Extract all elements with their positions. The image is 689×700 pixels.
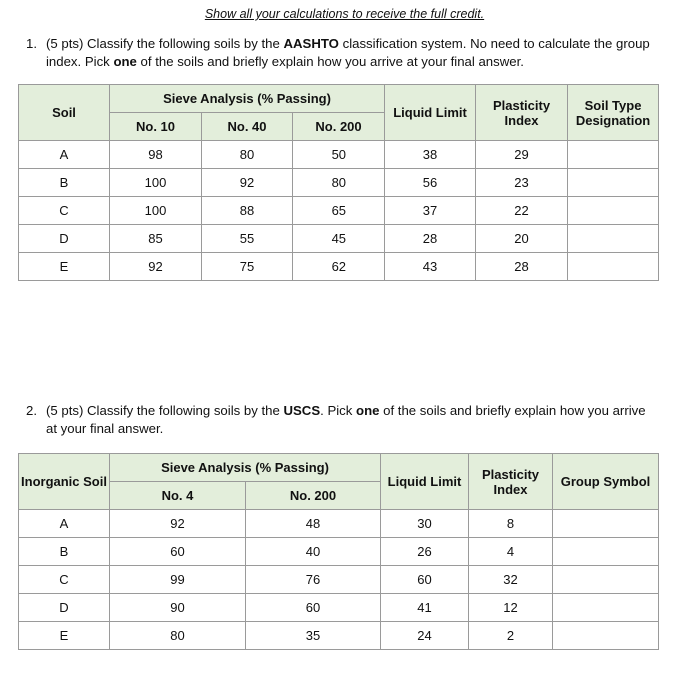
- header-no4: No. 4: [110, 482, 246, 510]
- cell-no40: 75: [202, 253, 293, 281]
- cell-no200: 35: [246, 622, 381, 650]
- header-inorganic-soil: Inorganic Soil: [19, 454, 110, 510]
- table-row: [19, 622, 659, 650]
- cell-liquid-limit: 38: [385, 141, 476, 169]
- header-plasticity-index: Plasticity Index: [469, 454, 553, 510]
- q2-text-bold: one: [356, 403, 380, 418]
- cell-no10: 92: [110, 253, 202, 281]
- cell-no10: 100: [110, 169, 202, 197]
- cell-soil: B: [19, 538, 110, 566]
- cell-plasticity-index: 32: [469, 566, 553, 594]
- table-row: [19, 566, 659, 594]
- cell-soil-type[interactable]: [568, 169, 659, 197]
- cell-plasticity-index: 8: [469, 510, 553, 538]
- table-row: [19, 253, 659, 281]
- q1-text-part: (5 pts) Classify the following soils by the: [46, 36, 284, 51]
- cell-soil: C: [19, 197, 110, 225]
- cell-no200: 50: [293, 141, 385, 169]
- cell-no200: 45: [293, 225, 385, 253]
- table-row: [19, 197, 659, 225]
- table-row: [19, 594, 659, 622]
- cell-soil: E: [19, 622, 110, 650]
- question-1: [26, 35, 656, 71]
- cell-no4: 60: [110, 538, 246, 566]
- cell-soil-type[interactable]: [568, 225, 659, 253]
- header-sieve-analysis: Sieve Analysis (% Passing): [110, 85, 385, 113]
- cell-soil-type[interactable]: [568, 141, 659, 169]
- header-no10: No. 10: [110, 113, 202, 141]
- cell-soil: B: [19, 169, 110, 197]
- header-group-symbol: Group Symbol: [553, 454, 659, 510]
- cell-plasticity-index: 20: [476, 225, 568, 253]
- cell-soil: A: [19, 141, 110, 169]
- question-1-number: 1.: [26, 36, 37, 51]
- cell-no200: 76: [246, 566, 381, 594]
- cell-group-symbol[interactable]: [553, 594, 659, 622]
- cell-soil: D: [19, 225, 110, 253]
- header-no200: No. 200: [293, 113, 385, 141]
- header-liquid-limit: Liquid Limit: [385, 85, 476, 141]
- cell-plasticity-index: 29: [476, 141, 568, 169]
- cell-soil: E: [19, 253, 110, 281]
- table-row: [19, 141, 659, 169]
- q1-text-part: of the soils and briefly explain how you arrive at your final answer.: [136, 54, 524, 69]
- cell-plasticity-index: 12: [469, 594, 553, 622]
- table-row: [19, 169, 659, 197]
- cell-group-symbol[interactable]: [553, 566, 659, 594]
- cell-no200: 48: [246, 510, 381, 538]
- table-row: [19, 510, 659, 538]
- q1-text-bold: one: [113, 54, 137, 69]
- cell-liquid-limit: 30: [381, 510, 469, 538]
- cell-plasticity-index: 23: [476, 169, 568, 197]
- cell-no10: 100: [110, 197, 202, 225]
- question-1-text: [46, 35, 656, 71]
- cell-no4: 99: [110, 566, 246, 594]
- question-2: [26, 402, 656, 438]
- table-row: [19, 538, 659, 566]
- cell-no200: 65: [293, 197, 385, 225]
- q2-text-part: . Pick: [320, 403, 357, 418]
- cell-liquid-limit: 24: [381, 622, 469, 650]
- cell-no4: 90: [110, 594, 246, 622]
- q1-text-bold: AASHTO: [283, 36, 339, 51]
- cell-no40: 80: [202, 141, 293, 169]
- q2-text-bold: USCS: [283, 403, 321, 418]
- header-no200: No. 200: [246, 482, 381, 510]
- cell-no10: 85: [110, 225, 202, 253]
- cell-group-symbol[interactable]: [553, 510, 659, 538]
- page-instruction: Show all your calculations to receive the full credit.: [204, 7, 485, 21]
- cell-plasticity-index: 2: [469, 622, 553, 650]
- header-soil-type: Soil Type Designation: [568, 85, 659, 141]
- q2-text-part: of the soils and briefly explain how you arrive at your final answer.: [46, 403, 646, 436]
- cell-no40: 55: [202, 225, 293, 253]
- cell-no4: 92: [110, 510, 246, 538]
- cell-soil-type[interactable]: [568, 197, 659, 225]
- cell-liquid-limit: 37: [385, 197, 476, 225]
- cell-soil: A: [19, 510, 110, 538]
- cell-liquid-limit: 43: [385, 253, 476, 281]
- cell-no200: 62: [293, 253, 385, 281]
- uscs-table: [18, 453, 659, 650]
- cell-liquid-limit: 56: [385, 169, 476, 197]
- cell-liquid-limit: 41: [381, 594, 469, 622]
- cell-soil-type[interactable]: [568, 253, 659, 281]
- header-sieve-analysis: Sieve Analysis (% Passing): [110, 454, 381, 482]
- cell-no200: 80: [293, 169, 385, 197]
- question-2-text: [46, 402, 656, 438]
- cell-no200: 40: [246, 538, 381, 566]
- aashto-table: [18, 84, 659, 281]
- cell-no4: 80: [110, 622, 246, 650]
- cell-soil: D: [19, 594, 110, 622]
- question-2-number: 2.: [26, 403, 37, 418]
- q1-text-part: classification system. No need to calculate the group index. Pick: [46, 36, 650, 69]
- header-no40: No. 40: [202, 113, 293, 141]
- cell-no40: 88: [202, 197, 293, 225]
- cell-plasticity-index: 28: [476, 253, 568, 281]
- header-plasticity-index: Plasticity Index: [476, 85, 568, 141]
- cell-liquid-limit: 28: [385, 225, 476, 253]
- cell-no200: 60: [246, 594, 381, 622]
- header-liquid-limit: Liquid Limit: [381, 454, 469, 510]
- cell-liquid-limit: 60: [381, 566, 469, 594]
- q2-text-part: (5 pts) Classify the following soils by the: [46, 403, 284, 418]
- cell-plasticity-index: 4: [469, 538, 553, 566]
- cell-group-symbol[interactable]: [553, 622, 659, 650]
- cell-no40: 92: [202, 169, 293, 197]
- cell-soil: C: [19, 566, 110, 594]
- cell-no10: 98: [110, 141, 202, 169]
- cell-liquid-limit: 26: [381, 538, 469, 566]
- table-row: [19, 225, 659, 253]
- cell-plasticity-index: 22: [476, 197, 568, 225]
- cell-group-symbol[interactable]: [553, 538, 659, 566]
- header-soil: Soil: [19, 85, 110, 141]
